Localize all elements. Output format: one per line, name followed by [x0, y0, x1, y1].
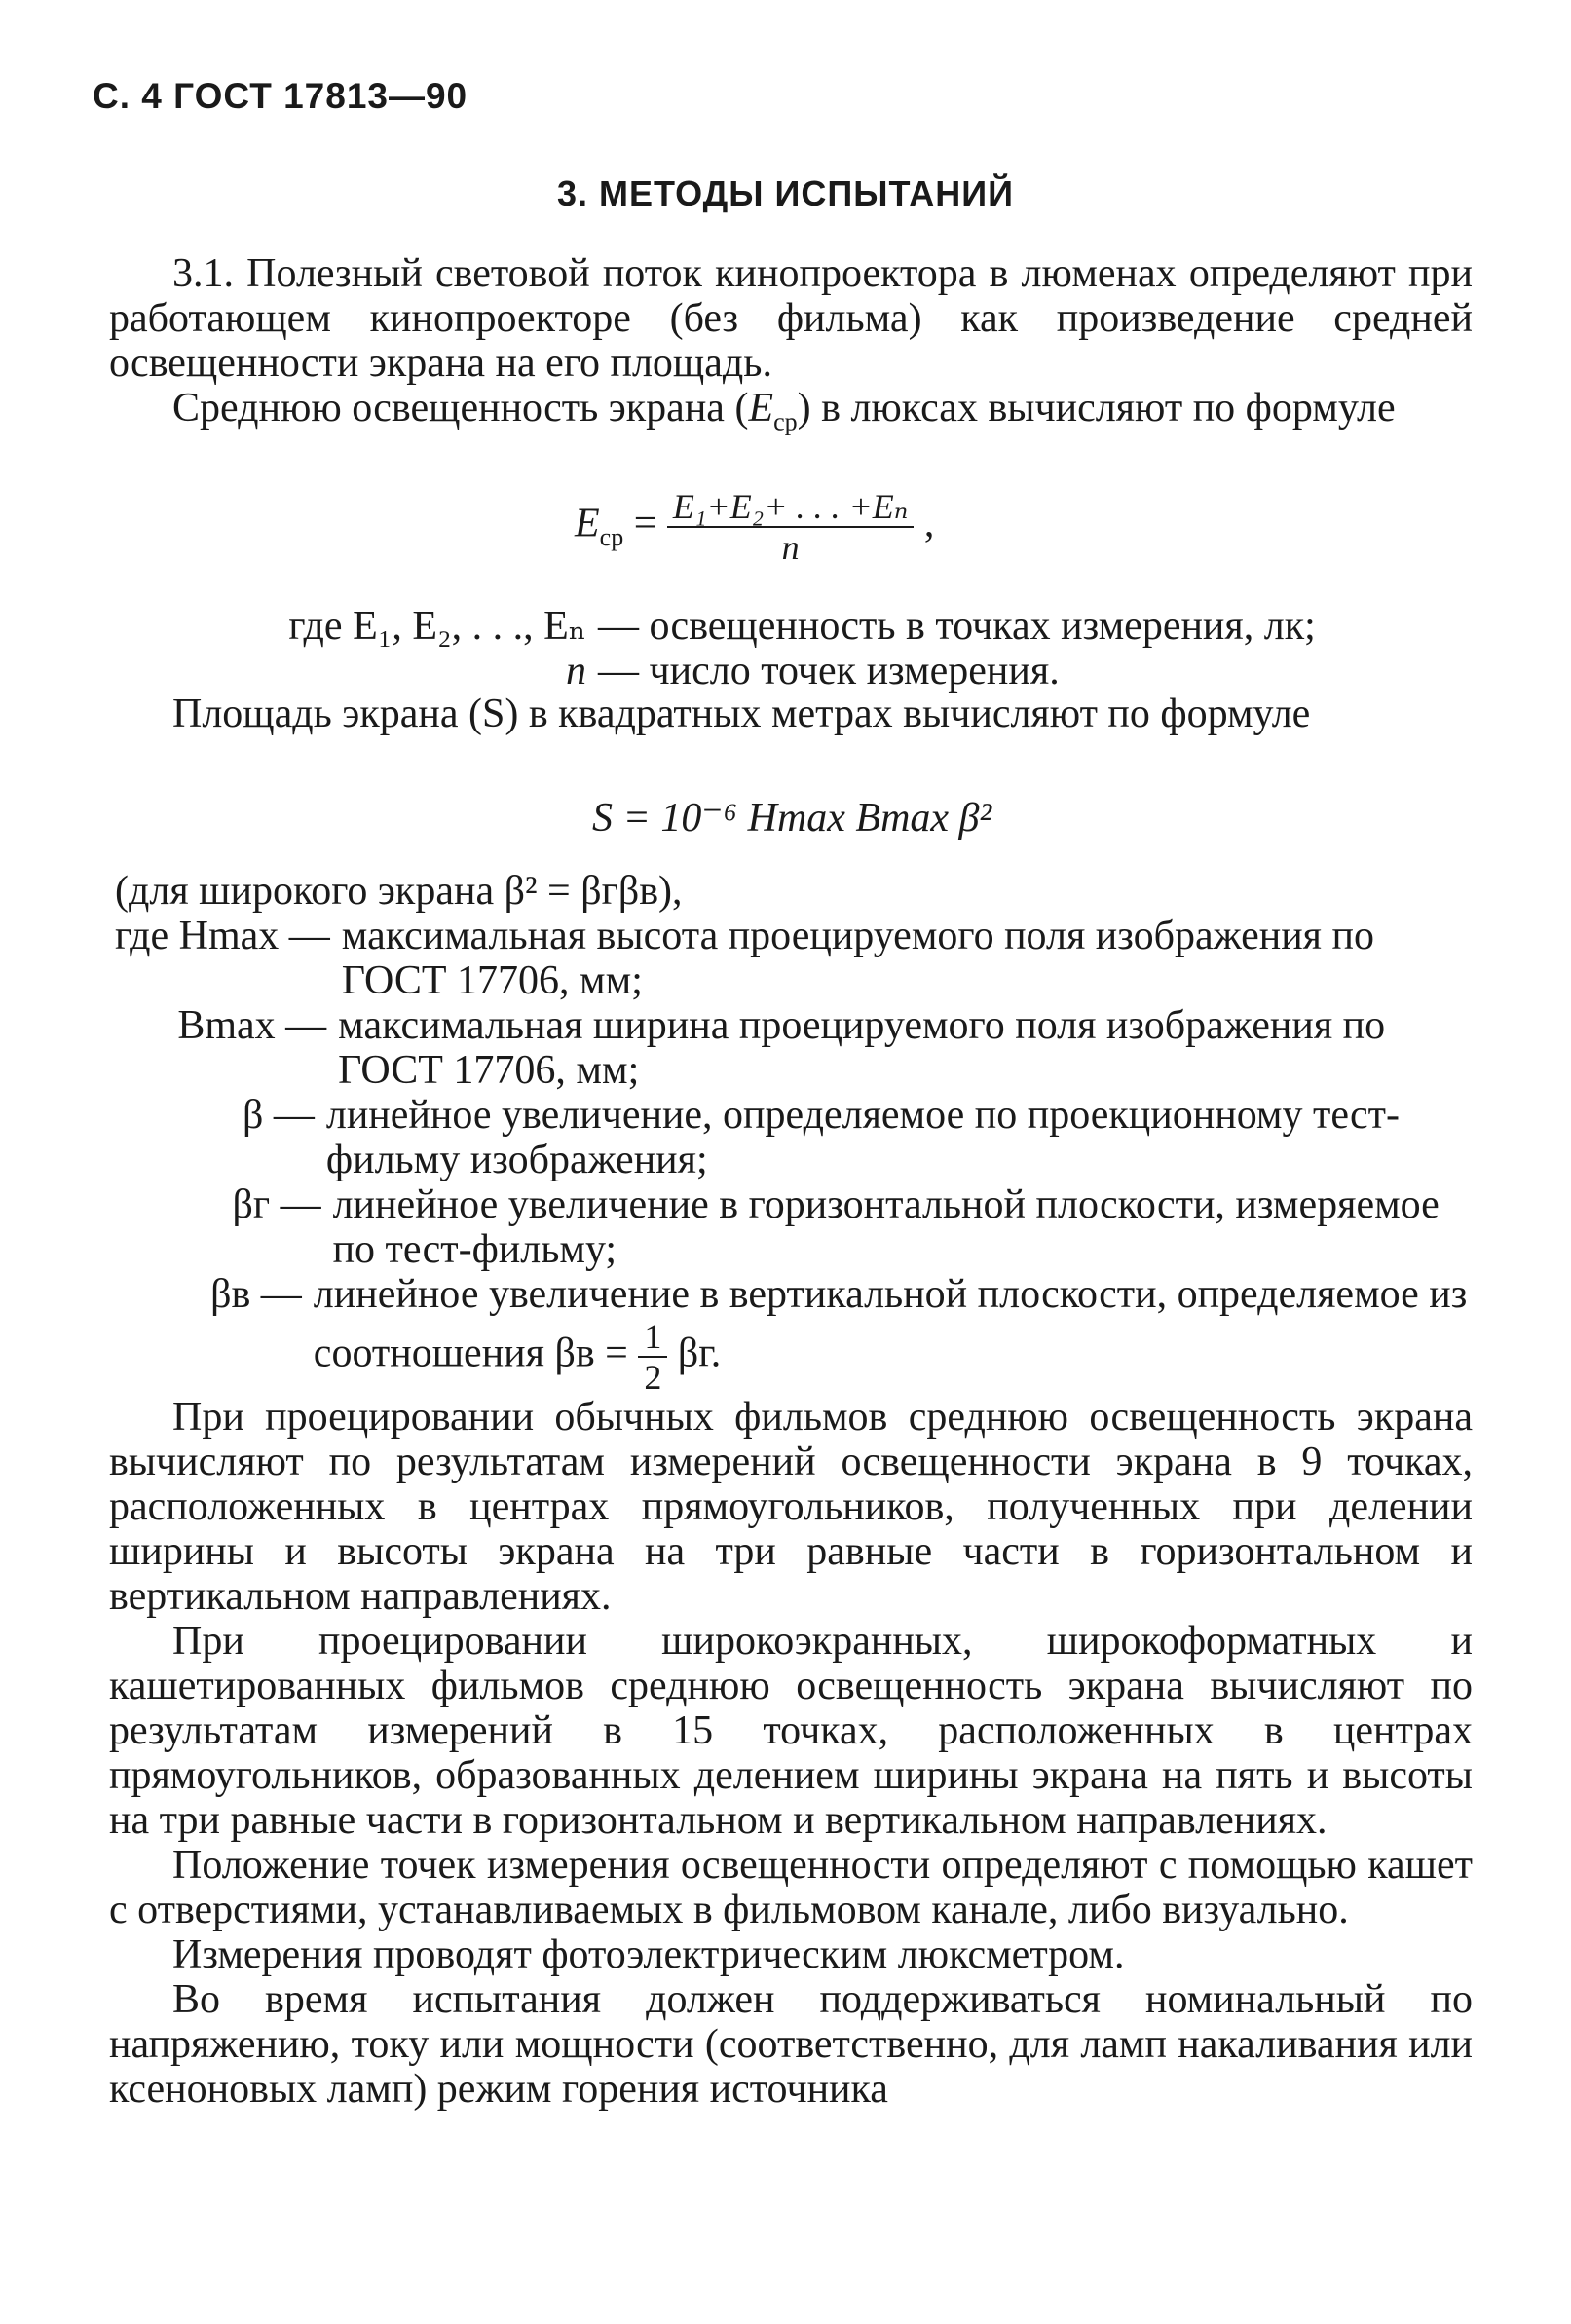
definition-row	[129, 604, 1473, 649]
definition-desc: линейное увеличение, определяемое по проекционному тест-фильму изображения;	[325, 1093, 1401, 1182]
definition-desc	[302, 1272, 1473, 1397]
definition-term: Bmax —	[177, 1003, 327, 1048]
definition-desc-text: линейное увеличение в вертикальной плоскости, определяемое из соотношения	[313, 1272, 1468, 1376]
intro-block	[109, 251, 1473, 436]
p2-sub: ср	[773, 407, 798, 436]
formula1-eq: =	[633, 501, 657, 546]
paragraph-lamp-mode: Во время испытания должен поддерживаться номинальный по напряжению, току или мощности (соответственно, для ламп накаливания или ксеноновых ламп) режим горения источника	[109, 1977, 1473, 2112]
formula1-lhs: E	[575, 501, 600, 546]
paragraph-area: Площадь экрана (S) в квадратных метрах вычисляют по формуле	[172, 692, 1311, 736]
definition-term: где Hmax —	[115, 914, 330, 958]
definition-term: где E₁, E₂, . . ., Eₙ	[288, 604, 586, 649]
paragraph-3-1: 3.1. Полезный световой поток кинопроектора в люменах определяют при работающем кинопроекторе (без фильма) как произведение средней освещенности экрана на его площадь.	[109, 251, 1473, 386]
definition-term: βв —	[210, 1272, 302, 1317]
paragraph-measurement-points: Положение точек измерения освещенности определяют с помощью кашет с отверстиями, устанавливаемых в фильмовом канале, либо визуально.	[109, 1843, 1473, 1932]
definition-term: n	[566, 649, 586, 693]
formula1-tail: ,	[923, 501, 935, 546]
formula2-definitions	[115, 914, 1473, 1397]
definition-desc: максимальная высота проецируемого поля изображения по ГОСТ 17706, мм;	[341, 914, 1374, 1003]
ratio-numerator: 1	[638, 1317, 667, 1358]
formula1-numerator: E₁+E₂+ . . . +Eₙ	[667, 487, 914, 528]
definition-desc: линейное увеличение в горизонтальной плоскости, измеряемое по тест-фильму;	[332, 1182, 1440, 1272]
ratio-lhs: βв =	[554, 1331, 628, 1376]
page-header: С. 4 ГОСТ 17813—90	[93, 76, 468, 116]
definition-row	[115, 1003, 1473, 1093]
p2-end: ) в люксах вычисляют по формуле	[797, 386, 1396, 431]
formula1-fraction	[667, 487, 914, 567]
definition-row	[129, 649, 1473, 693]
ratio-denominator: 2	[644, 1358, 662, 1397]
definition-term: βг —	[232, 1182, 321, 1227]
ratio-fraction	[638, 1317, 667, 1397]
definition-row	[115, 1272, 1473, 1397]
definition-term: β —	[243, 1093, 315, 1138]
p2-start: Среднюю освещенность экрана (	[172, 386, 749, 431]
p2-var: E	[748, 386, 774, 431]
definition-desc: максимальная ширина проецируемого поля изображения по ГОСТ 17706, мм;	[338, 1003, 1386, 1093]
ratio-rhs: βг.	[677, 1331, 722, 1376]
definition-row	[115, 1182, 1473, 1272]
paragraph-ordinary-films: При проецировании обычных фильмов среднюю освещенность экрана вычисляют по результатам измерений освещенности экрана в 9 точках, расположенных в центрах прямоугольников, полученных при делении ширины и высоты экрана на три равные части в горизонтальном и вертикальном направлениях.	[109, 1395, 1473, 1619]
definition-row	[115, 1093, 1473, 1182]
definition-row	[115, 914, 1473, 1003]
formula1-definitions	[129, 604, 1473, 693]
formula1-lhs-sub: ср	[599, 523, 624, 552]
definition-desc: — число точек измерения.	[598, 649, 1060, 693]
measurement-block	[109, 1395, 1473, 2112]
definition-desc: — освещенность в точках измерения, лк;	[598, 604, 1316, 649]
wide-screen-note: (для широкого экрана β² = βгβв),	[115, 869, 683, 914]
paragraph-average-illuminance	[109, 386, 1473, 436]
formula1-denominator: n	[781, 528, 800, 567]
formula-average-illuminance	[575, 487, 934, 567]
paragraph-luxmeter: Измерения проводят фотоэлектрическим люксметром.	[172, 1932, 1125, 1977]
section-title: 3. МЕТОДЫ ИСПЫТАНИЙ	[557, 173, 1014, 213]
paragraph-widescreen-films: При проецировании широкоэкранных, широкоформатных и кашетированных фильмов среднюю освещенность экрана вычисляют по результатам измерений в 15 точках, расположенных в центрах прямоугольников, образованных делением ширины экрана на пять и высоты на три равные части в горизонтальном и вертикальном направлениях.	[109, 1619, 1473, 1843]
area-block	[109, 692, 1473, 736]
formula-screen-area: S = 10⁻⁶ Hmax Bmax β²	[592, 796, 992, 841]
